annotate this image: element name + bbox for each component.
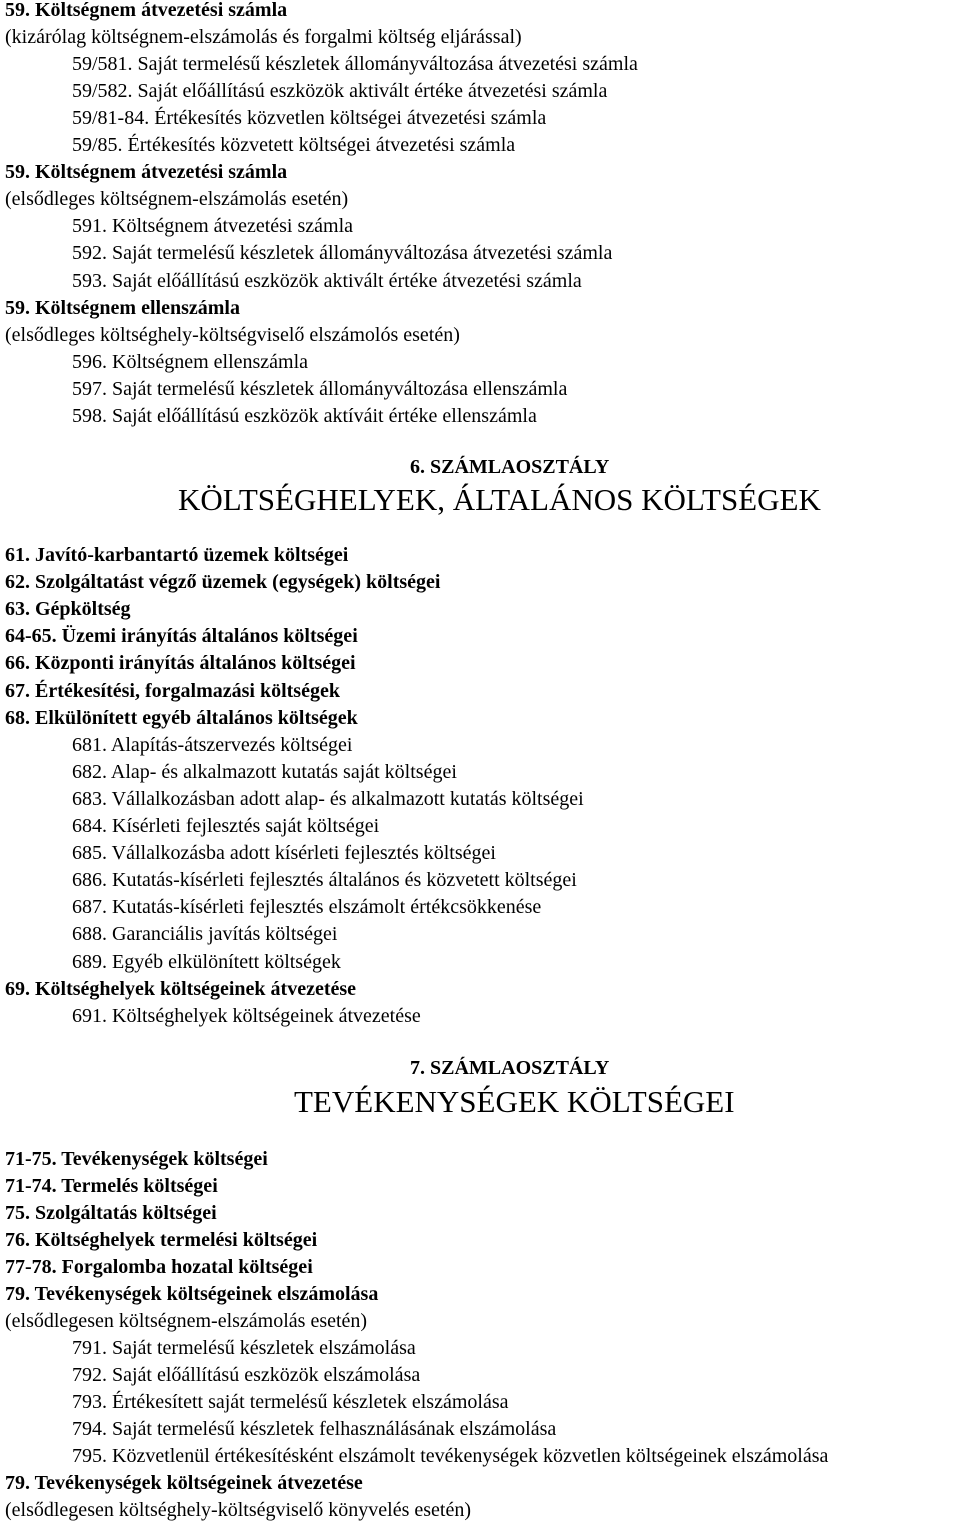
section-title: TEVÉKENYSÉGEK KÖLTSÉGEI [294, 1084, 735, 1119]
account-heading: 77-78. Forgalomba hozatal költségei [5, 1256, 313, 1278]
account-item: 596. Költségnem ellenszámla [72, 351, 309, 373]
account-heading: 66. Központi irányítás általános költségei [5, 652, 356, 674]
account-heading: 71-75. Tevékenységek költségei [5, 1148, 268, 1170]
section-number: 7. SZÁMLAOSZTÁLY [410, 1057, 610, 1079]
account-heading: 75. Szolgáltatás költségei [5, 1202, 217, 1224]
account-note: (elsődleges költséghely-költségviselő elszámolós esetén) [5, 324, 460, 346]
account-heading: 63. Gépköltség [5, 598, 131, 620]
account-item: 597. Saját termelésű készletek állományváltozása ellenszámla [72, 378, 568, 400]
account-heading: 79. Tevékenységek költségeinek átvezetése [5, 1472, 363, 1494]
account-note: (elsődleges költségnem-elszámolás esetén) [5, 188, 349, 210]
account-heading: 79. Tevékenységek költségeinek elszámolása [5, 1283, 379, 1305]
account-item: 591. Költségnem átvezetési számla [72, 215, 354, 237]
account-heading: 59. Költségnem ellenszámla [5, 297, 240, 319]
account-item: 59/81-84. Értékesítés közvetlen költségei átvezetési számla [72, 107, 547, 129]
account-item: 689. Egyéb elkülönített költségek [72, 951, 341, 973]
account-heading: 62. Szolgáltatást végző üzemek (egységek) költségei [5, 571, 441, 593]
account-item: 795. Közvetlenül értékesítésként elszámolt tevékenységek közvetlen költségeinek elszámolása [72, 1445, 829, 1467]
section-title: KÖLTSÉGHELYEK, ÁLTALÁNOS KÖLTSÉGEK [178, 482, 821, 517]
section-number: 6. SZÁMLAOSZTÁLY [410, 456, 610, 478]
account-heading: 67. Értékesítési, forgalmazási költségek [5, 680, 340, 702]
account-note: (elsődlegesen költséghely-költségviselő könyvelés esetén) [5, 1499, 471, 1521]
account-item: 793. Értékesített saját termelésű készletek elszámolása [72, 1391, 509, 1413]
account-item: 681. Alapítás-átszervezés költségei [72, 734, 353, 756]
account-item: 684. Kísérleti fejlesztés saját költségei [72, 815, 380, 837]
account-note: (kizárólag költségnem-elszámolás és forgalmi költség eljárással) [5, 26, 522, 48]
account-item: 688. Garanciális javítás költségei [72, 923, 338, 945]
account-item: 687. Kutatás-kísérleti fejlesztés elszámolt értékcsökkenése [72, 896, 542, 918]
account-item: 792. Saját előállítású eszközök elszámolása [72, 1364, 421, 1386]
account-item: 59/581. Saját termelésű készletek állományváltozása átvezetési számla [72, 53, 638, 75]
account-item: 59/85. Értékesítés közvetett költségei átvezetési számla [72, 134, 516, 156]
account-heading: 64-65. Üzemi irányítás általános költségei [5, 625, 358, 647]
account-note: (elsődlegesen költségnem-elszámolás esetén) [5, 1310, 368, 1332]
account-heading: 68. Elkülönített egyéb általános költségek [5, 707, 358, 729]
account-item: 598. Saját előállítású eszközök aktíváit értéke ellenszámla [72, 405, 537, 427]
account-heading: 69. Költséghelyek költségeinek átvezetése [5, 978, 357, 1000]
account-item: 691. Költséghelyek költségeinek átvezetése [72, 1005, 421, 1027]
account-item: 682. Alap- és alkalmazott kutatás saját költségei [72, 761, 457, 783]
account-item: 791. Saját termelésű készletek elszámolása [72, 1337, 416, 1359]
account-heading: 59. Költségnem átvezetési számla [5, 0, 288, 21]
account-heading: 61. Javító-karbantartó üzemek költségei [5, 544, 349, 566]
account-item: 794. Saját termelésű készletek felhasználásának elszámolása [72, 1418, 557, 1440]
account-heading: 76. Költséghelyek termelési költségei [5, 1229, 318, 1251]
account-item: 686. Kutatás-kísérleti fejlesztés általános és közvetett költségei [72, 869, 577, 891]
account-item: 593. Saját előállítású eszközök aktivált értéke átvezetési számla [72, 270, 582, 292]
account-item: 59/582. Saját előállítású eszközök aktivált értéke átvezetési számla [72, 80, 608, 102]
account-item: 683. Vállalkozásban adott alap- és alkalmazott kutatás költségei [72, 788, 584, 810]
account-item: 592. Saját termelésű készletek állományváltozása átvezetési számla [72, 242, 613, 264]
account-item: 685. Vállalkozásba adott kísérleti fejlesztés költségei [72, 842, 496, 864]
account-heading: 71-74. Termelés költségei [5, 1175, 218, 1197]
account-heading: 59. Költségnem átvezetési számla [5, 161, 288, 183]
